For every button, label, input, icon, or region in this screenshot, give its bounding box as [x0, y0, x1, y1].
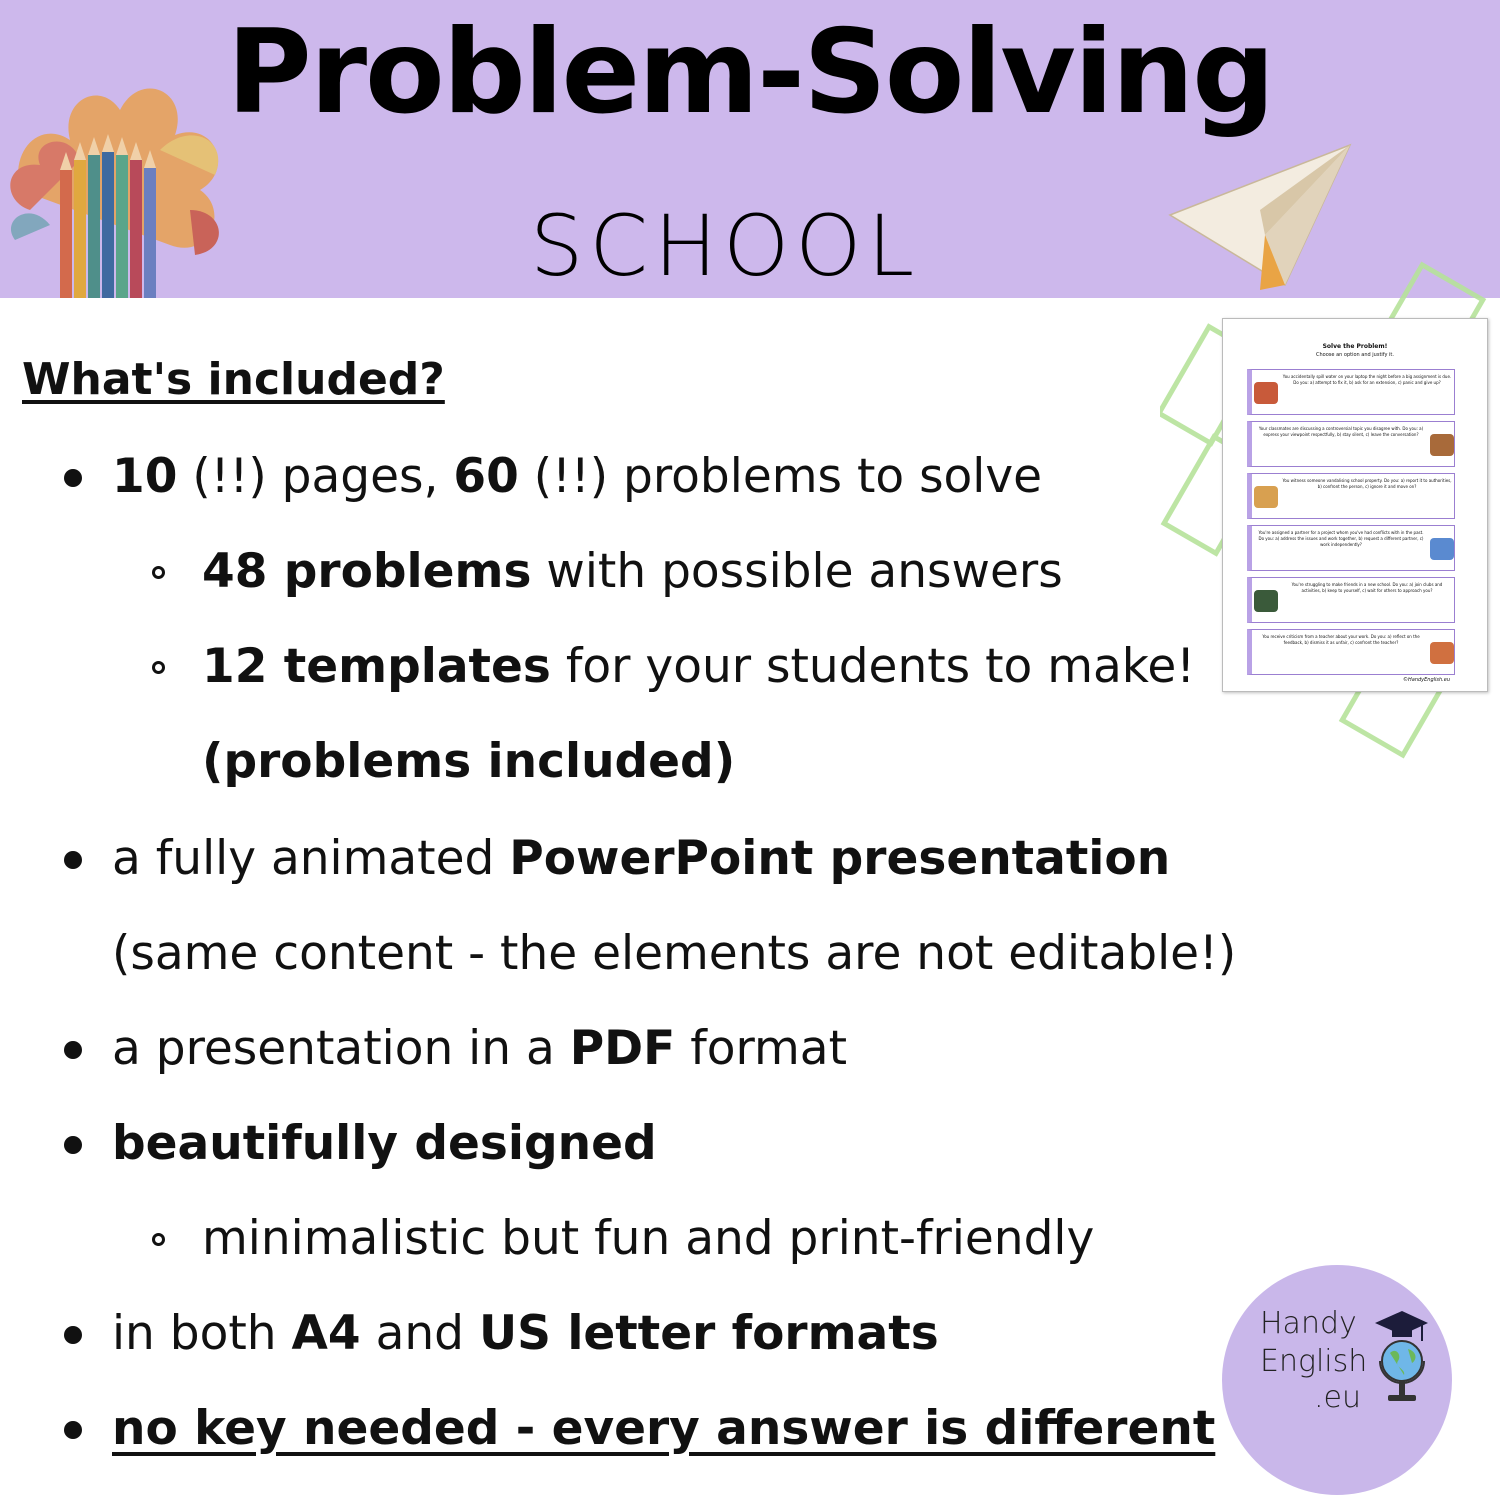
- list-item-bold: PowerPoint presentation: [509, 831, 1171, 886]
- preview-problem-box: [1247, 577, 1455, 623]
- pencil-icon: [1430, 538, 1454, 560]
- logo-line-1: Handy: [1260, 1306, 1357, 1341]
- list-item-text: format: [675, 1021, 848, 1076]
- page-subtitle: SCHOOL: [530, 197, 921, 295]
- pencil-cup-icon: [1430, 642, 1454, 664]
- preview-problem-text: Your classmates are discussing a controversial topic you disagree with. Do you: a) express your viewpoint respectfully, b) stay silent, c) leave the conversation?: [1258, 426, 1424, 437]
- preview-footer: ©HandyEnglish.eu: [1403, 677, 1451, 683]
- preview-problem-box: [1247, 369, 1455, 415]
- preview-problem-box: [1247, 421, 1455, 467]
- list-item-text: in both: [112, 1306, 292, 1361]
- preview-problem-text: You witness someone vandalising school property. Do you: a) report it to authorities, b) confront the person, c) ignore it and move on?: [1282, 478, 1452, 489]
- list-item-text: for your students to make!: [550, 639, 1196, 694]
- preview-problem-text: You're struggling to make friends in a new school. Do you: a) join clubs and activities, b) keep to yourself, c) wait for others to approach you?: [1291, 582, 1443, 593]
- preview-subtitle: Choose an option and justify it.: [1316, 352, 1394, 358]
- list-item-formats: [112, 1304, 939, 1364]
- list-subitem-templates-note: [202, 732, 735, 792]
- list-item-pages: [112, 447, 1042, 507]
- list-item-bold: US letter formats: [478, 1306, 939, 1361]
- list-item-bold: 48 problems: [202, 544, 532, 599]
- bullet-icon: [64, 1326, 82, 1344]
- list-item-pdf: [112, 1019, 847, 1079]
- preview-problem-box: [1247, 525, 1455, 571]
- list-item-text: (!!) problems to solve: [518, 449, 1043, 504]
- preview-problem-text: You receive criticism from a teacher about your work. Do you: a) reflect on the feedback, b) dismiss it as unfair, c) confront the teacher?: [1262, 634, 1420, 645]
- list-item-bold: A4: [291, 1306, 361, 1361]
- list-item-text: (!!) pages,: [177, 449, 454, 504]
- preview-title: Solve the Problem!: [1322, 343, 1388, 350]
- list-item-design: [112, 1114, 657, 1174]
- list-item-powerpoint-note: (same content - the elements are not editable!): [112, 926, 1237, 981]
- list-item-bold: beautifully designed: [112, 1116, 657, 1171]
- list-item-no-key: [112, 1399, 1215, 1459]
- book-icon: [1254, 382, 1278, 404]
- logo-line-3: .eu: [1314, 1380, 1362, 1415]
- chalkboard-icon: [1254, 590, 1278, 612]
- list-subitem-problems: [202, 542, 1063, 602]
- sub-bullet-icon: [152, 566, 165, 579]
- list-item-underlined: no key needed - every answer is different: [112, 1401, 1216, 1456]
- school-supplies-icon: [1430, 434, 1454, 456]
- globe-graduation-cap-icon: [1370, 1305, 1430, 1415]
- page-title: Problem-Solving: [226, 5, 1274, 140]
- list-item-bold: PDF: [569, 1021, 676, 1076]
- handy-english-logo: [1222, 1265, 1452, 1495]
- list-subitem-templates: [202, 637, 1195, 697]
- list-item-text: a fully animated: [112, 831, 510, 886]
- bullet-icon: [64, 469, 82, 487]
- list-item-powerpoint: [112, 829, 1170, 889]
- bullet-icon: [64, 1421, 82, 1439]
- list-item-text: and: [360, 1306, 479, 1361]
- sub-bullet-icon: [152, 661, 165, 674]
- list-item-bold: (problems included): [202, 734, 736, 789]
- list-subitem-design: minimalistic but fun and print-friendly: [202, 1211, 1095, 1266]
- problems-count: 60: [453, 449, 519, 504]
- bullet-icon: [64, 1136, 82, 1154]
- section-heading: What's included?: [22, 354, 445, 405]
- bullet-icon: [64, 1041, 82, 1059]
- pages-count: 10: [112, 449, 178, 504]
- list-item-bold: 12 templates: [202, 639, 551, 694]
- preview-problem-box: [1247, 629, 1455, 675]
- sub-bullet-icon: [152, 1233, 165, 1246]
- list-item-text: a presentation in a: [112, 1021, 570, 1076]
- preview-problem-text: You're assigned a partner for a project whom you've had conflicts with in the past. Do you: a) address the issues and work together, b) request a different partner, c) work independently?: [1258, 530, 1424, 547]
- worksheet-preview: [1222, 318, 1488, 692]
- paint-palette-icon: [1254, 486, 1278, 508]
- bullet-icon: [64, 851, 82, 869]
- preview-problem-box: [1247, 473, 1455, 519]
- logo-line-2: English: [1260, 1344, 1368, 1379]
- list-item-text: with possible answers: [531, 544, 1063, 599]
- preview-problem-text: You accidentally spill water on your laptop the night before a big assignment is due. Do you: a) attempt to fix it, b) ask for an extension, c) panic and give up?: [1282, 374, 1452, 385]
